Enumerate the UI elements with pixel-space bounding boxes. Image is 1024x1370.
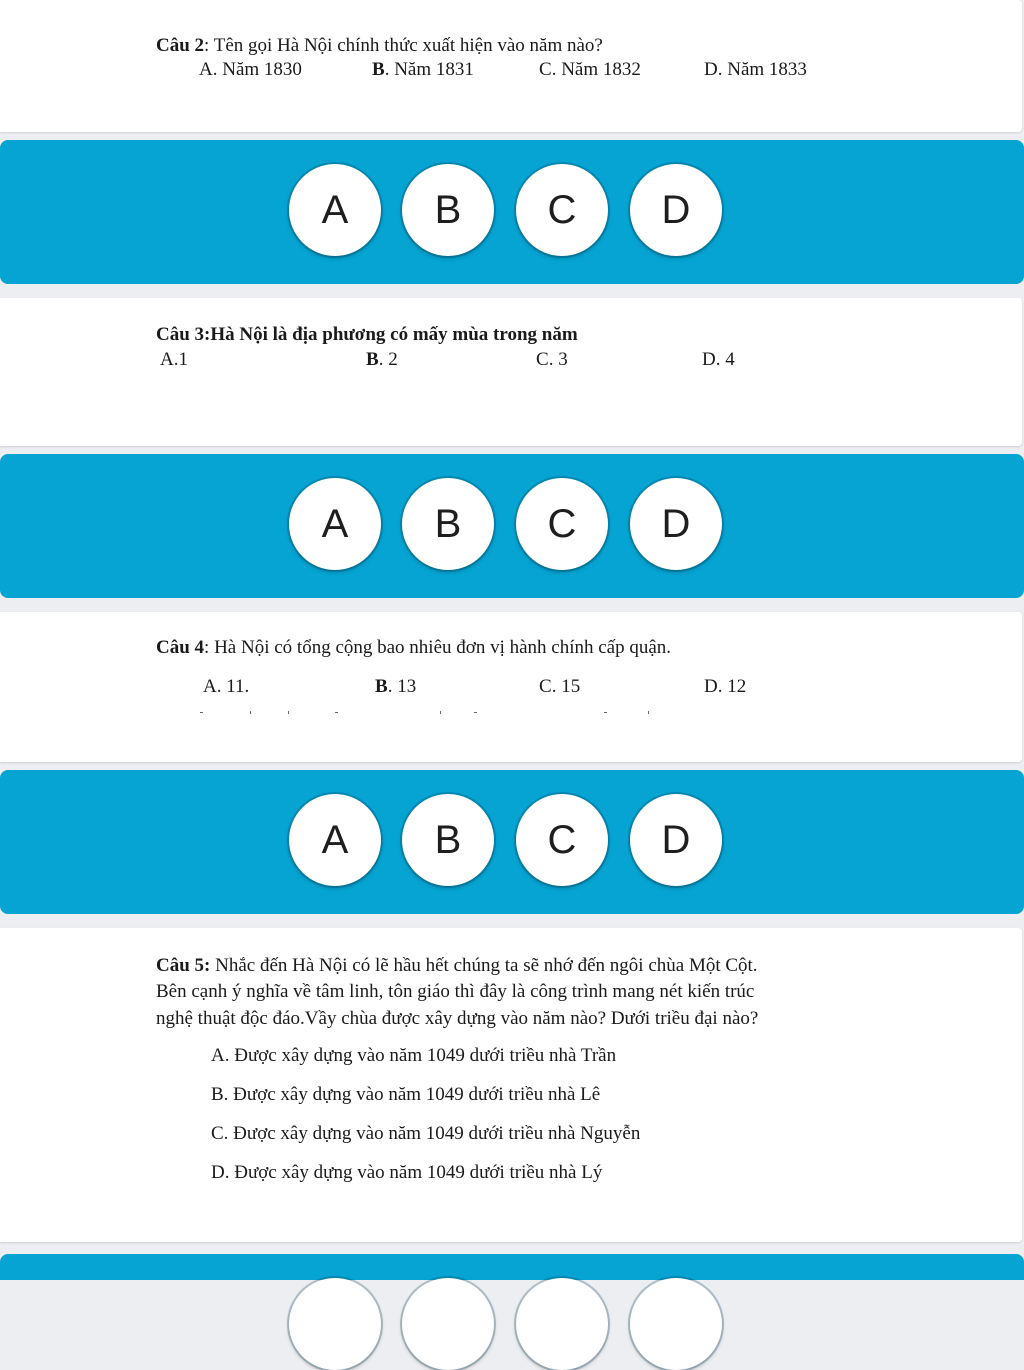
answer-a-button[interactable]: A	[289, 478, 381, 570]
answer-c-button[interactable]: C	[516, 164, 608, 256]
q3-option-c: C. 3	[536, 349, 568, 370]
answer-band-q3	[0, 454, 1024, 598]
answer-a-button[interactable]: A	[289, 794, 381, 886]
answer-c-button[interactable]: C	[516, 478, 608, 570]
question-3-card	[0, 298, 1022, 446]
question-3-text: Câu 3:Hà Nội là địa phương có mấy mùa trong năm	[156, 324, 578, 345]
answer-d-button[interactable]: D	[630, 478, 722, 570]
answer-c-button[interactable]	[516, 1278, 608, 1370]
q5-option-a: A. Được xây dựng vào năm 1049 dưới triều nhà Trần	[211, 1045, 617, 1066]
question-2-card	[0, 0, 1022, 132]
q3-option-b: B. 2	[366, 349, 398, 370]
answer-b-button[interactable]: B	[402, 164, 494, 256]
answer-band-q4	[0, 770, 1024, 914]
question-5-line-3: nghệ thuật độc đáo.Vầy chùa được xây dựng vào năm nào? Dưới triều đại nào?	[156, 1008, 759, 1029]
question-5-card	[0, 928, 1022, 1242]
q2-option-a: A. Năm 1830	[199, 59, 302, 80]
question-2-text: Câu 2: Tên gọi Hà Nội chính thức xuất hiện vào năm nào?	[156, 35, 603, 56]
q2-option-d: D. Năm 1833	[704, 59, 807, 80]
q3-option-d: D. 4	[702, 349, 735, 370]
q5-option-b: B. Được xây dựng vào năm 1049 dưới triều nhà Lê	[211, 1084, 601, 1105]
answer-band-q5	[0, 1254, 1024, 1280]
q5-option-c: C. Được xây dựng vào năm 1049 dưới triều nhà Nguyễn	[211, 1123, 641, 1144]
answer-b-button[interactable]	[402, 1278, 494, 1370]
q5-option-d: D. Được xây dựng vào năm 1049 dưới triều nhà Lý	[211, 1162, 603, 1183]
question-4-card	[0, 612, 1022, 762]
answer-d-button[interactable]: D	[630, 164, 722, 256]
answer-a-button[interactable]: A	[289, 164, 381, 256]
question-4-text: Câu 4: Hà Nội có tổng cộng bao nhiêu đơn vị hành chính cấp quận.	[156, 637, 672, 658]
q3-option-a: A.1	[160, 349, 188, 370]
answer-d-button[interactable]	[630, 1278, 722, 1370]
answer-a-button[interactable]	[289, 1278, 381, 1370]
answer-b-button[interactable]: B	[402, 794, 494, 886]
q4-option-d: D. 12	[704, 676, 747, 697]
answer-band-q2	[0, 140, 1024, 284]
answer-d-button[interactable]: D	[630, 794, 722, 886]
q4-option-c: C. 15	[539, 676, 581, 697]
answer-b-button[interactable]: B	[402, 478, 494, 570]
q4-option-a: A. 11.	[203, 676, 250, 697]
q4-option-b: B. 13	[375, 676, 417, 697]
q2-option-c: C. Năm 1832	[539, 59, 641, 80]
q2-option-b: B. Năm 1831	[372, 59, 474, 80]
question-5-line-2: Bên cạnh ý nghĩa về tâm linh, tôn giáo thì đây là công trình mang nét kiến trúc	[156, 981, 755, 1002]
question-5-line-1: Câu 5: Nhắc đến Hà Nội có lẽ hầu hết chúng ta sẽ nhớ đến ngôi chùa Một Cột.	[156, 955, 758, 976]
answer-c-button[interactable]: C	[516, 794, 608, 886]
cut-off-text-fragments	[200, 708, 700, 718]
